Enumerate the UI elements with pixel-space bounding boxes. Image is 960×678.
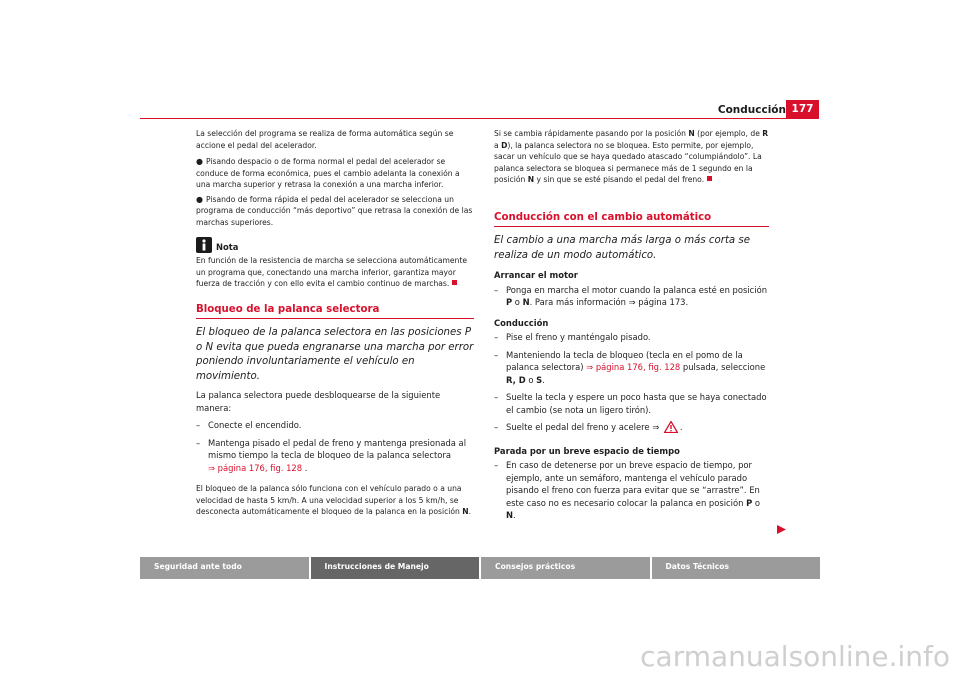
section-title-lever-lock: Bloqueo de la palanca selectora <box>196 304 474 320</box>
page-link[interactable]: ⇒ página 176, fig. 128 <box>586 362 681 372</box>
footer-tab-safety[interactable]: Seguridad ante todo <box>140 557 309 579</box>
bullet-text: Pisando despacio o de forma normal el pedal del acelerador se conduce de forma económica, pues el cambio adelanta la conexión a una marcha superior y retrasa la conexión a una marcha inferior. <box>196 157 460 189</box>
bullet-icon: ● <box>196 194 203 204</box>
list-item: – Suelte el pedal del freno y acelere ⇒ . <box>494 421 769 437</box>
section-subtitle-automatic: El cambio a una marcha más larga o más corta se realiza de un modo automático. <box>494 235 750 261</box>
section-title-automatic: Conducción con el cambio automático <box>494 212 769 228</box>
footer-tab-operating-instructions[interactable]: Instrucciones de Manejo <box>311 557 480 579</box>
list-item: – Manteniendo la tecla de bloqueo (tecla en el pomo de la palanca selectora) ⇒ página 176, fig. 128 pulsada, seleccione R, D o S. <box>494 349 766 385</box>
list-item: – Suelte la tecla y espere un poco hasta que se haya conectado el cambio (se nota un ligero tirón). <box>494 392 767 415</box>
section-subtitle-lever-lock: El bloqueo de la palanca selectora en las posiciones P o N evita que pueda engranarse una marcha por error poniendo involuntariamente el vehículo en movimiento. <box>196 327 474 382</box>
page-link[interactable]: ⇒ página 176, fig. 128 <box>208 462 303 473</box>
left-column <box>196 128 474 523</box>
short-stop-heading: Parada por un breve espacio de tiempo <box>494 445 680 456</box>
list-item: – Pise el freno y manténgalo pisado. <box>494 332 651 342</box>
bullet-item <box>196 194 474 229</box>
bullet-icon: ● <box>196 157 203 166</box>
header-divider <box>140 118 786 119</box>
quick-change-paragraph: Si se cambia rápidamente pasando por la posición N (por ejemplo, de R a D), la palanca selectora no se bloquea. Esto permite, por ejemplo, sacar un vehículo que se haya quedado atascado “columpiándolo”. La palanca selectora se bloquea si permanece más de 1 segundo en la posición N y sin que se esté pisando el pedal del freno. <box>494 129 769 184</box>
warning-triangle-icon[interactable] <box>664 421 678 437</box>
unlock-intro: La palanca selectora puede desbloquearse de la siguiente manera: <box>196 390 441 413</box>
start-engine-heading: Arrancar el motor <box>494 270 578 280</box>
driving-heading: Conducción <box>494 317 549 328</box>
info-note-icon <box>196 237 212 253</box>
list-item: – Ponga en marcha el motor cuando la palanca esté en posición P o N. Para más información ⇒ página 173. <box>494 284 768 307</box>
bullet-item <box>196 156 474 191</box>
bullet-text: Pisando de forma rápida el pedal del acelerador se selecciona un programa de conducción “más deportivo” que retrasa la conexión de las marchas superiores. <box>196 194 473 227</box>
footnote: El bloqueo de la palanca sólo funciona con el vehículo parado o a una velocidad de hasta 5 km/h. A una velocidad superior a los 5 km/h, se desconecta automáticamente el bloqueo de la palanca en la posición N. <box>196 484 472 516</box>
list-item: – Mantenga pisado el pedal de freno y mantenga presionada al mismo tiempo la tecla de bloqueo de la palanca selectora ⇒ página 176, fig. 128 . <box>196 437 467 473</box>
page-header-title: Conducción <box>717 104 786 116</box>
right-column <box>494 128 769 525</box>
end-mark-icon <box>452 280 457 285</box>
page-number: 177 <box>786 100 819 119</box>
list-item: – En caso de detenerse por un breve espacio de tiempo, por ejemplo, ante un semáforo, mantenga el vehículo parado pisando el freno con fuerza para evitar que se “arrastre”. En este caso no es necesario colocar la palanca en posición P o N. <box>494 460 761 520</box>
footer-tab-practical-tips[interactable]: Consejos prácticos <box>481 557 650 579</box>
list-item: – Conecte el encendido. <box>196 420 302 430</box>
footer-nav <box>140 557 820 579</box>
watermark: carmanualsonline.info <box>640 640 950 673</box>
end-mark-icon <box>707 176 712 181</box>
note-header <box>196 237 474 253</box>
continue-arrow-icon[interactable] <box>777 519 786 538</box>
note-text: En función de la resistencia de marcha se selecciona automáticamente un programa que, conectando una marcha inferior, garantiza mayor fuerza de tracción y con ello evita el cambio continuo de marchas. <box>196 256 468 288</box>
note-label: Nota <box>216 241 239 252</box>
intro-paragraph: La selección del programa se realiza de forma automática según se accione el pedal del acelerador. <box>196 129 454 150</box>
footer-tab-technical-data[interactable]: Datos Técnicos <box>652 557 821 579</box>
